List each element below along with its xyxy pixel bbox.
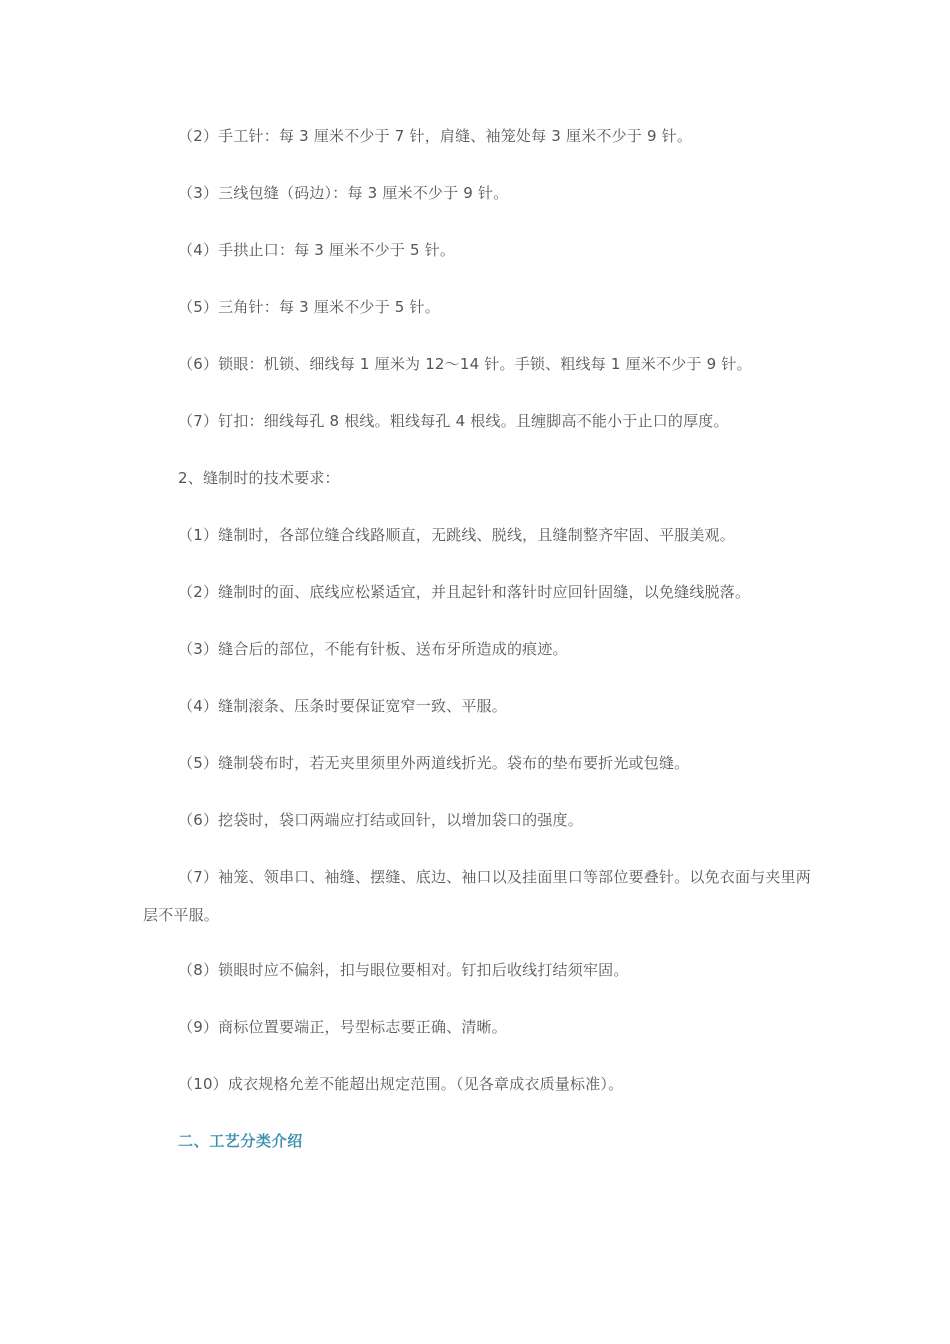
requirement-item: （9）商标位置要端正，号型标志要正确、清晰。 xyxy=(178,1018,507,1036)
requirement-item: （8）锁眼时应不偏斜，扣与眼位要相对。钉扣后收线打结须牢固。 xyxy=(178,961,629,979)
requirement-item-wrapped: （7）袖笼、领串口、袖缝、摆缝、底边、袖口以及挂面里口等部位要叠针。以免衣面与夹里两层不平服。 xyxy=(143,868,811,924)
paragraph-overlock: （3）三线包缝（码边）：每 3 厘米不少于 9 针。 xyxy=(178,184,509,202)
requirement-item: （2）缝制时的面、底线应松紧适宜，并且起针和落针时应回针固缝，以免缝线脱落。 xyxy=(178,583,751,601)
requirement-item: （5）缝制袋布时，若无夹里须里外两道线折光。袋布的垫布要折光或包缝。 xyxy=(178,754,690,772)
requirement-item: （3）缝合后的部位，不能有针板、送布牙所造成的痕迹。 xyxy=(178,640,568,658)
requirement-item: （4）缝制滚条、压条时要保证宽窄一致、平服。 xyxy=(178,697,507,715)
paragraph-buttonhole: （6）锁眼：机锁、细线每 1 厘米为 12～14 针。手锁、粗线每 1 厘米不少于 9 针。 xyxy=(178,355,752,373)
requirement-item: （6）挖袋时，袋口两端应打结或回针，以增加袋口的强度。 xyxy=(178,811,583,829)
requirement-item: （10）成衣规格允差不能超出规定范围。（见各章成衣质量标准）。 xyxy=(178,1075,624,1093)
paragraph-hand-edge: （4）手拱止口：每 3 厘米不少于 5 针。 xyxy=(178,241,456,259)
paragraph-hand-stitch: （2）手工针：每 3 厘米不少于 7 针，肩缝、袖笼处每 3 厘米不少于 9 针。 xyxy=(178,127,693,145)
paragraph-triangle-stitch: （5）三角针：每 3 厘米不少于 5 针。 xyxy=(178,298,440,316)
section-heading-process-classification: 二、工艺分类介绍 xyxy=(178,1132,303,1150)
section-title-sewing-requirements: 2、缝制时的技术要求： xyxy=(178,469,340,487)
requirement-item: （1）缝制时，各部位缝合线路顺直，无跳线、脱线，且缝制整齐牢固、平服美观。 xyxy=(178,526,735,544)
paragraph-button-sewing: （7）钉扣：细线每孔 8 根线。粗线每孔 4 根线。且缠脚高不能小于止口的厚度。 xyxy=(178,412,729,430)
